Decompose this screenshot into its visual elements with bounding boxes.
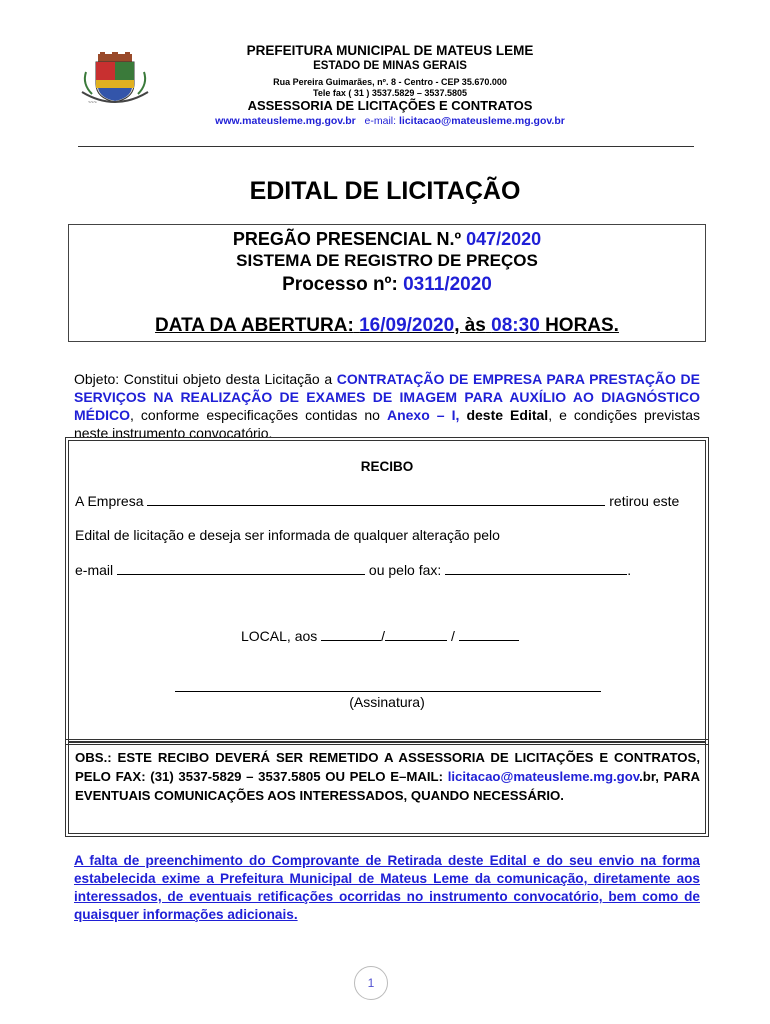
objeto-anexo: Anexo – I,	[386, 407, 460, 423]
email-link[interactable]: licitacao@mateusleme.mg.gov.br	[398, 115, 565, 127]
coat-of-arms-logo	[78, 52, 152, 110]
pregao-box	[68, 224, 706, 342]
retirou-text: retirou este	[609, 493, 680, 509]
email-label: e-mail:	[364, 115, 397, 127]
prefeitura-title: PREFEITURA MUNICIPAL DE MATEUS LEME	[246, 43, 534, 58]
pregao-number: 047/2020	[466, 229, 542, 249]
slash-1: /	[381, 628, 386, 644]
estado-title: ESTADO DE MINAS GERAIS	[313, 60, 467, 72]
abertura-date: 16/09/2020	[359, 315, 455, 336]
objeto-paragraph	[74, 370, 700, 442]
objeto-prefix: Objeto: Constitui objeto desta Licitação a	[74, 371, 333, 387]
signature-line	[175, 691, 601, 692]
obs-email-link[interactable]: licitacao@mateusleme.mg.gov	[447, 769, 640, 784]
recibo-email-field[interactable]	[117, 561, 365, 575]
processo-label: Processo nº:	[282, 274, 398, 295]
pregao-label: PREGÃO PRESENCIAL N.º	[232, 229, 462, 249]
header-divider	[78, 146, 694, 147]
assessoria-title: ASSESSORIA DE LICITAÇÕES E CONTRATOS	[247, 98, 533, 113]
recibo-fax-end: .	[627, 562, 632, 578]
processo-number: 0311/2020	[403, 274, 492, 295]
local-day-field[interactable]	[321, 627, 381, 641]
recibo-title: RECIBO	[360, 459, 414, 474]
empresa-line	[75, 492, 679, 509]
recibo-email-label: e-mail	[75, 562, 114, 578]
local-year-field[interactable]	[459, 627, 519, 641]
local-line	[241, 627, 519, 644]
email-fax-line	[75, 561, 631, 578]
abertura-time: 08:30	[491, 315, 540, 336]
document-title: EDITAL DE LICITAÇÃO	[249, 177, 521, 205]
svg-text:~~~: ~~~	[88, 100, 97, 106]
objeto-middle: , conforme especificações contidas no	[130, 407, 380, 423]
page-number: 1	[354, 966, 388, 1000]
sistema-line: SISTEMA DE REGISTRO DE PREÇOS	[236, 251, 538, 270]
abertura-line	[69, 315, 705, 337]
obs-text: OBS.: ESTE RECIBO DEVERÁ SER REMETIDO A ASSESSORIA DE LICITAÇÕES E CONTRATOS, PELO FAX: (31) 3537-5829 – 3537.5805 OU PELO E–MAIL:	[75, 750, 700, 784]
pregao-line	[69, 229, 705, 250]
empresa-label: A Empresa	[75, 493, 144, 509]
abertura-label: DATA DA ABERTURA:	[155, 315, 354, 336]
obs-box	[68, 742, 706, 834]
contact-line	[180, 115, 600, 127]
objeto-description: CONTRATAÇÃO DE EMPRESA PARA PRESTAÇÃO DE SERVIÇOS NA REALIZAÇÃO DE EXAMES DE IMAGEM PARA AUXÍLIO AO DIAGNÓSTICO MÉDICO	[74, 371, 700, 423]
slash-2: /	[450, 628, 455, 644]
abertura-as: , às	[454, 315, 486, 336]
objeto-suffix: , e condições previstas neste instrumento convocatório.	[74, 407, 701, 441]
local-label: LOCAL, aos	[241, 628, 318, 644]
objeto-deste-edital: deste Edital	[466, 407, 549, 423]
assinatura-label: (Assinatura)	[349, 694, 425, 710]
abertura-horas: HORAS.	[545, 315, 619, 336]
processo-line	[69, 274, 705, 296]
obs-text-end: .br, PARA EVENTUAIS COMUNICAÇÕES AOS INTERESSADOS, QUANDO NECESSÁRIO.	[75, 769, 700, 803]
local-month-field[interactable]	[385, 627, 447, 641]
website-link[interactable]: www.mateusleme.mg.gov.br	[215, 115, 356, 127]
recibo-fax-field[interactable]	[445, 561, 627, 575]
recibo-box	[68, 440, 706, 742]
edital-line: Edital de licitação e deseja ser informada de qualquer alteração pelo	[75, 527, 500, 543]
telefax-line: Tele fax ( 31 ) 3537.5829 – 3537.5805	[313, 88, 467, 98]
empresa-field[interactable]	[147, 492, 605, 506]
recibo-fax-label: ou pelo fax:	[368, 562, 442, 578]
aviso-paragraph: A falta de preenchimento do Comprovante de Retirada deste Edital e do seu envio na forma estabelecida exime a Prefeitura Municipal de Mateus Leme da comunicação, diretamente aos interessados, de eventuais retificações ocorridas no instrumento convocatório, bem como de quaisquer informações adicionais.	[74, 853, 700, 922]
address-line: Rua Pereira Guimarães, nº. 8 - Centro - CEP 35.670.000	[273, 77, 507, 87]
